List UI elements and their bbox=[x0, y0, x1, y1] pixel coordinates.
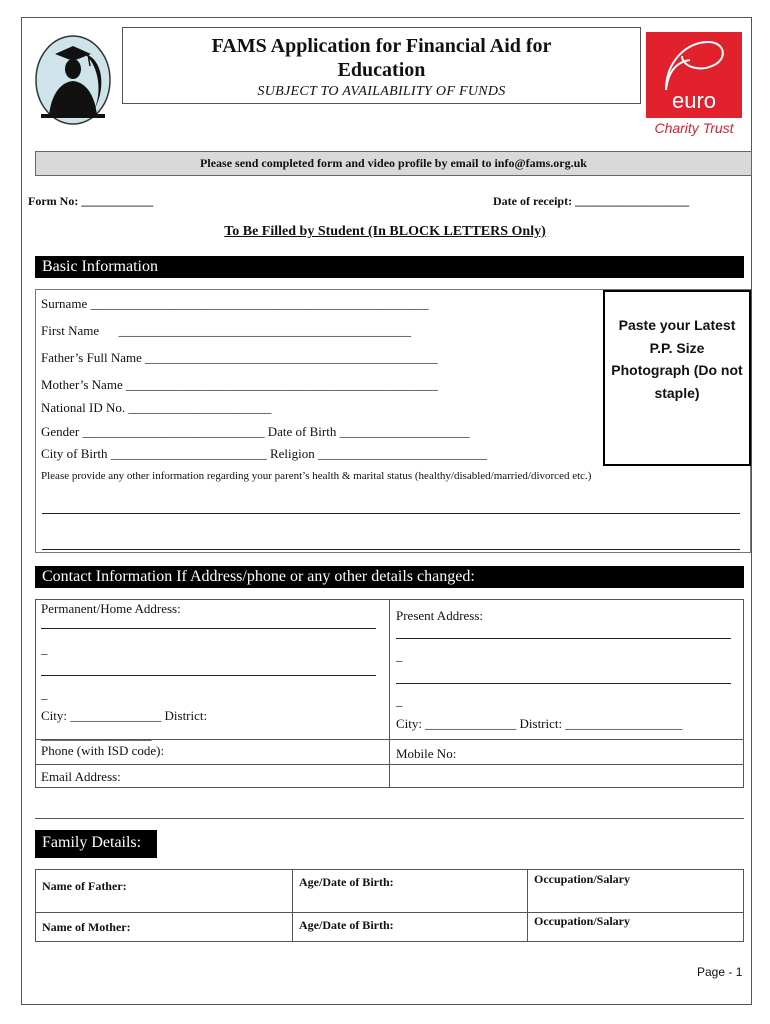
photo-placeholder: Paste your Latest P.P. Size Photograph (Do not staple) bbox=[603, 290, 751, 466]
form-subtitle: SUBJECT TO AVAILABILITY OF FUNDS bbox=[257, 84, 506, 99]
email-label: Email Address: bbox=[41, 769, 121, 784]
parent-health-note: Please provide any other information regarding your parent’s health & marital status (healthy/disabled/married/divorced etc.) bbox=[41, 470, 592, 482]
permanent-district-line: _________________ bbox=[41, 727, 152, 742]
phone-label: Phone (with ISD code): bbox=[41, 743, 165, 758]
present-address-line-2 bbox=[396, 683, 731, 684]
mothers-name-field: Mother’s Name ________________________________________________ bbox=[41, 377, 438, 392]
family-row-divider bbox=[36, 912, 744, 913]
father-age-label: Age/Date of Birth: bbox=[299, 875, 394, 889]
logo-red-square bbox=[646, 32, 742, 118]
family-col-divider-2 bbox=[527, 870, 528, 942]
send-instructions-bar: Please send completed form and video profile by email to info@fams.org.uk bbox=[35, 151, 752, 176]
permanent-address-label: Permanent/Home Address: bbox=[41, 601, 181, 616]
title-line-1: FAMS Application for Financial Aid for bbox=[211, 35, 552, 57]
form-title bbox=[123, 34, 640, 82]
form-number-field: Form No: ____________ bbox=[28, 194, 154, 208]
title-box bbox=[122, 27, 641, 104]
permanent-city-district: City: ______________ District: bbox=[41, 708, 208, 723]
father-name-label: Name of Father: bbox=[42, 879, 127, 893]
surname-field: Surname ____________________________________________________ bbox=[41, 296, 429, 311]
family-col-divider-1 bbox=[292, 870, 293, 942]
contact-column-divider bbox=[389, 600, 390, 788]
city-religion-field: City of Birth ________________________ Religion __________________________ bbox=[41, 446, 487, 461]
permanent-address-line-2 bbox=[41, 675, 376, 676]
filled-by-heading: To Be Filled by Student (In BLOCK LETTERS Only) bbox=[224, 224, 546, 239]
contact-row-divider-2 bbox=[36, 764, 744, 765]
contact-information-heading: Contact Information If Address/phone or any other details changed: bbox=[35, 566, 744, 588]
present-address-label: Present Address: bbox=[396, 608, 484, 623]
present-dash-1: _ bbox=[396, 648, 403, 663]
permanent-address-line-1 bbox=[41, 628, 376, 629]
permanent-dash-2: _ bbox=[41, 686, 48, 701]
family-details-heading: Family Details: bbox=[35, 830, 157, 858]
title-line-2: Education bbox=[337, 59, 426, 81]
answer-line-2 bbox=[42, 549, 740, 550]
euro-charity-logo bbox=[646, 32, 742, 138]
logo-euro-text: euro bbox=[671, 88, 717, 113]
present-city-district: City: ______________ District: __________________ bbox=[396, 716, 683, 731]
graduate-logo bbox=[33, 34, 113, 127]
first-name-field: First Name _____________________________________________ bbox=[41, 323, 412, 338]
father-occupation-label: Occupation/Salary bbox=[534, 872, 631, 886]
logo-charity-text: Charity Trust bbox=[654, 120, 734, 136]
mother-occupation-label: Occupation/Salary bbox=[534, 914, 631, 928]
national-id-field: National ID No. ______________________ bbox=[41, 400, 272, 415]
mother-name-label: Name of Mother: bbox=[42, 920, 131, 934]
page-number: Page - 1 bbox=[697, 965, 743, 979]
permanent-dash-1: _ bbox=[41, 641, 48, 656]
mobile-label: Mobile No: bbox=[396, 746, 457, 761]
present-dash-2: _ bbox=[396, 693, 403, 708]
present-address-line-1 bbox=[396, 638, 731, 639]
answer-line-1 bbox=[42, 513, 740, 514]
section-separator bbox=[35, 818, 744, 819]
gender-dob-field: Gender ____________________________ Date of Birth ____________________ bbox=[41, 424, 470, 439]
date-of-receipt-field: Date of receipt: ___________________ bbox=[493, 194, 690, 208]
basic-information-heading: Basic Information bbox=[35, 256, 744, 278]
mother-age-label: Age/Date of Birth: bbox=[299, 918, 394, 932]
fathers-name-field: Father’s Full Name _____________________________________________ bbox=[41, 350, 438, 365]
